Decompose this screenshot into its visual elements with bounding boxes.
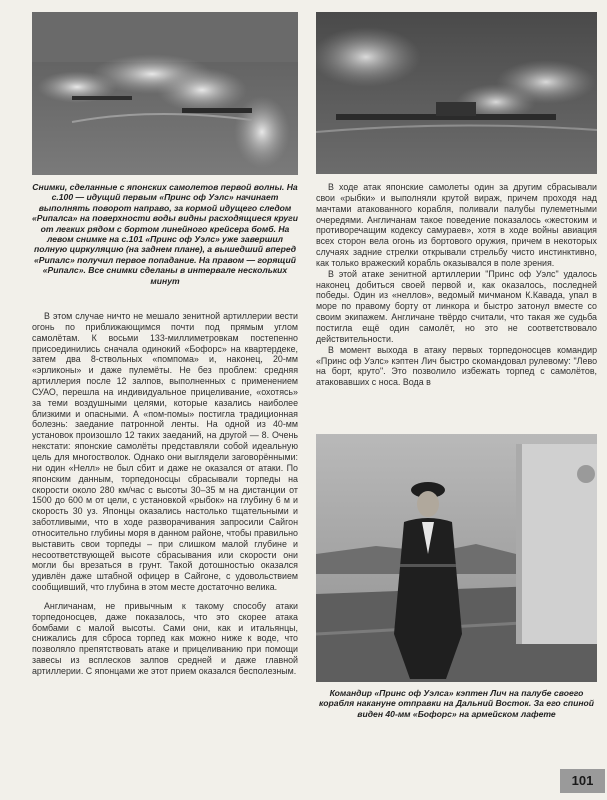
caption-captain-photo: Командир «Принс оф Уэлса» кэптен Лич на палубе своего корабля накануне отправки на Дальний Восток. За его спиной виден 40-мм «Бофорс» на армейском лафете [318, 688, 595, 719]
right-column-text [316, 182, 597, 388]
left-column-text [32, 311, 298, 677]
page-number: 101 [560, 769, 605, 793]
caption-top-photos: Снимки, сделанные с японских самолетов первой волны. На с.100 — идущий первым «Принс оф Уэлс» начинает выполнять поворот направо, за кормой идущего следом «Рипалса» на поверхности воды видны расходящиеся круги от легких рядом с бортом линейного крейсера бомб. На левом снимке на с.101 «Принс оф Уэлс» уже завершил полную циркуляцию (на заднем плане), а вышедший вперед «Рипалс» получил первое попадание. На правом — горящий «Рипалс». Все снимки сделаны в интервале нескольких минут [32, 182, 298, 286]
photo-burning-ship [316, 12, 597, 174]
right-paragraph-1: В ходе атак японские самолеты один за другим сбрасывали свои «рыбки» и выполняли крутой вираж, причем проходя над мачтами атакованного корабля, поливали палубы пулеметными очередями. Англичанам такое поведение показалось «жестоким и противоречащим кодексу самураев», хотя в ходе войны авиация всех сторон вела огонь из бортового оружия, причем в некоторых случаях задние стрелки открывали стрельбу чисто инстинктивно, как только вражеский корабль оказывался в поле зрения. [316, 182, 597, 268]
right-paragraph-2: В этой атаке зенитной артиллерии "Принс оф Уэлс" удалось наконец добиться своей первой и, как оказалось, последней победы. Один из «неллов», ведомый мичманом К.Кавада, упал в море по правому борту от линкора и быстро затонул вместе со своим экипажем. Англичане твёрдо считали, что такая же судьба постигла ещё один самолёт, но это не соответствовало действительности. [316, 268, 597, 344]
right-paragraph-3: В момент выхода в атаку первых торпедоносцев командир «Принс оф Уэлс» кэптен Лич быстро скомандовал рулевому: "Лево на борт, круто". Это позволило избежать торпед с самолётов, атаковавших с носа. Вода в [316, 344, 597, 388]
photo-battle-left [32, 12, 298, 175]
left-paragraph-1: В этом случае ничто не мешало зенитной артиллерии вести огонь по приближающимся почти под прямым углом самолётам. К восьми 133-миллиметровкам постепенно присоединились сначала одинокий «Бофорс» на квартердеке, затем два 8-ствольных «помпома» и, наконец, 20-мм «эрликоны» и даже пулемёты. Не без проблем: средняя артиллерия после 12 залпов, выполненных с применением СУАО, перешла на индивидуальное прицеливание, «охотясь» за теми воздушными целями, которые казались наиболее близкими и опасными. А «пом-помы» постигла традиционная болезнь: заедание патронной ленты. На одной из 40-мм установок произошло 12 таких заеданий, на другой — 8. Очень некстати: японские самолёты представляли собой идеальную цель для многостволок. Однако они выглядели заговорёнными: ни один «Нелл» не был сбит и даже не оказался от атаки. По японским данным, торпедоносцы сбрасывали торпеды на скорости около 280 км/час с высоты 30–35 м на дистанции от 1500 до 600 м от цели, с установкой «рыбок» на глубину 6 м и скорость 30 уз. Японцы оказались настолько тщательными и заботливыми, что в ходе разворачивания запросили Сайгон относительно глубины моря в данном районе, чтобы правильно выставить свои торпеды – при слишком малой глубине и несоответствующей высоте сбрасывания или скорости они могли бы врезаться в грунт. Такой дотошностью оказался удивлён даже штабной офицер в Сайгоне, с удовольствием сообщивший, что глубина в этом месте достаточно велика. [32, 311, 298, 593]
photo-captain-leach [316, 434, 597, 682]
left-paragraph-2: Англичанам, не привычным к такому способу атаки торпедоносцев, даже показалось, что это скорее атака бомбами с малой высоты. Сами они, как и итальянцы, снижались для сброса торпед как можно ниже к воде, что позволяло препятствовать атаке и прицеливанию при помощи завесы из всплесков залпов средней и даже главной артиллерии. С японцами же этот прием оказался бесполезным. [32, 600, 298, 676]
